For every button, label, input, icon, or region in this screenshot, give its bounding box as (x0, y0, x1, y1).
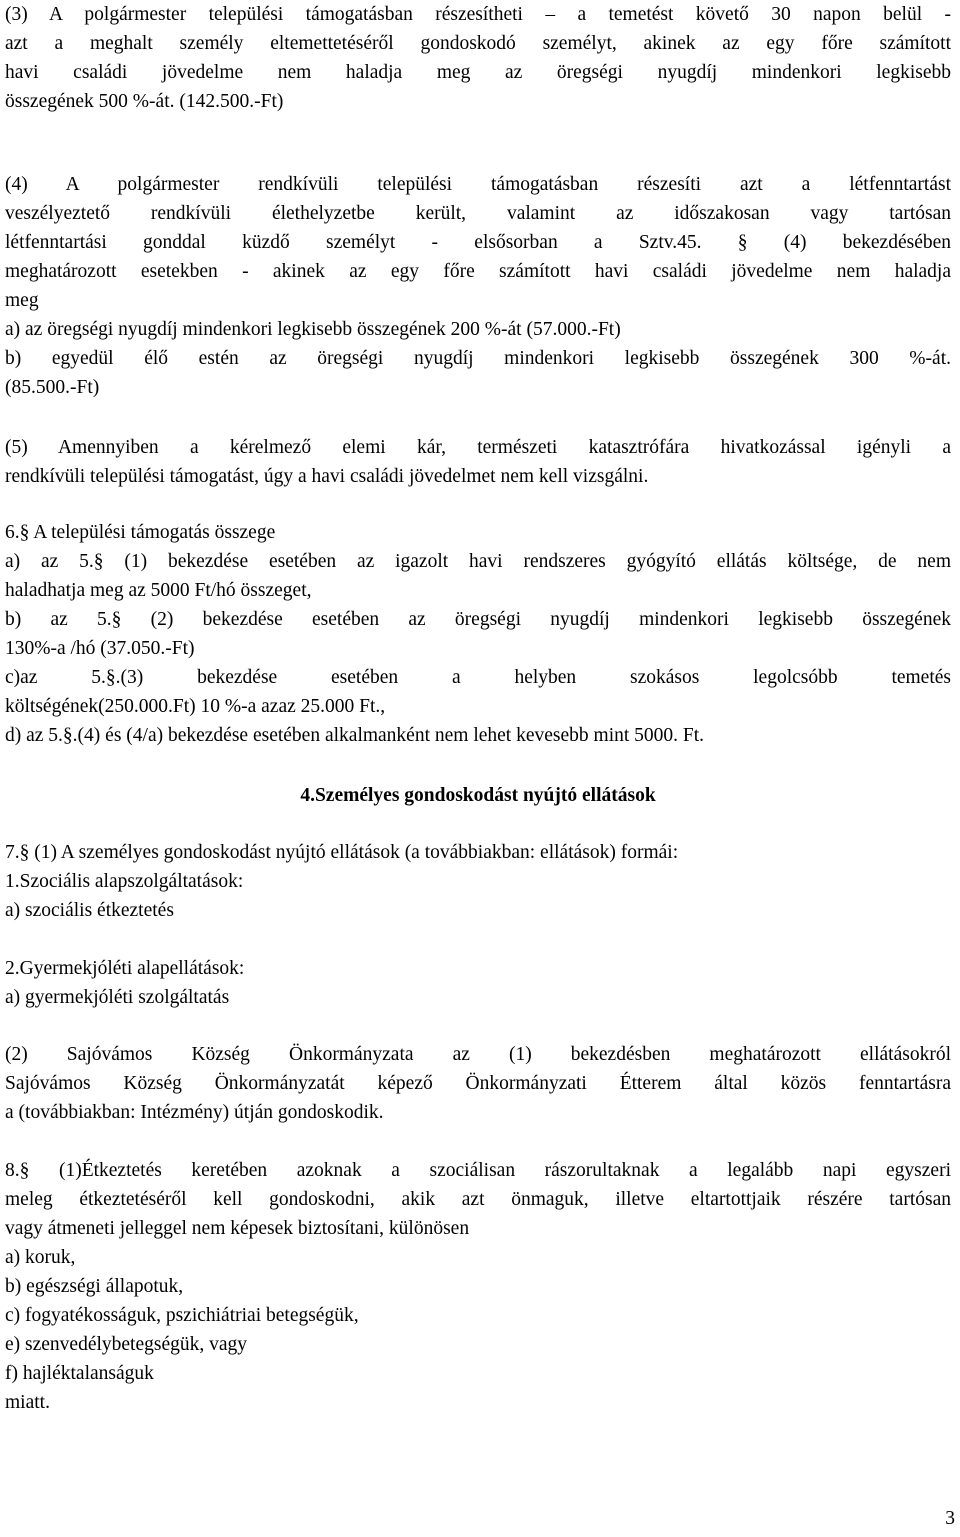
par7-line-4: 2.Gyermekjóléti alapellátások: (5, 958, 245, 979)
sec3-line-2: azt a meghalt személy eltemettetéséről gondoskodó személyt, akinek az egy főre számított (5, 33, 951, 54)
par8-line-3: vagy átmeneti jelleggel nem képesek biztosítani, különösen (5, 1218, 470, 1239)
par8-line-2: meleg étkeztetéséről kell gondoskodni, akik azt önmaguk, illetve eltartottjaik részére tartósan (5, 1189, 951, 1210)
par7-line-1 (5, 838, 951, 867)
par8-number: 8. (5, 1160, 20, 1181)
chapter-heading: 4.Személyes gondoskodást nyújtó ellátások (300, 785, 656, 806)
par7-number: 7. (5, 842, 20, 863)
sec4-line-3 (5, 228, 951, 257)
par6-item-c-line-2: költségének(250.000.Ft) 10 %-a azaz 25.000 Ft., (5, 696, 386, 717)
sec3-line-4: összegének 500 %-át. (142.500.-Ft) (5, 91, 284, 112)
sec4-item-a: a) az öregségi nyugdíj mindenkori legkisebb összegének 200 %-át (57.000.-Ft) (5, 319, 621, 340)
par6-number: 6. (5, 522, 20, 543)
par8-item-b: b) egészségi állapotuk, (5, 1276, 184, 1297)
sec4-line-3-text: létfenntartási gonddal küzdő személyt - elsősorban a Sztv.45. (5, 232, 702, 253)
par8-item-e: e) szenvedélybetegségük, vagy (5, 1334, 248, 1355)
section-sign: § (19, 1160, 30, 1181)
par7-line-5: a) gyermekjóléti szolgáltatás (5, 987, 230, 1008)
par7-2-line-1: (2) Sajóvámos Község Önkormányzata az (1) bekezdésben meghatározott ellátásokról (5, 1044, 951, 1065)
par8-line-1-text: (1)Étkeztetés keretében azoknak a szociálisan rászorultaknak a legalább napi egyszeri (58, 1160, 951, 1181)
par6-item-d: d) az 5.§.(4) és (4/a) bekezdése esetében alkalmanként nem lehet kevesebb mint 5000. Ft. (5, 725, 705, 746)
section-sign: § (737, 232, 748, 253)
par6-item-b-text: (2) bekezdése esetében az öregségi nyugdíj mindenkori legkisebb összegének (150, 609, 951, 630)
par7-2-line-3: a (továbbiakban: Intézmény) útján gondoskodik. (5, 1102, 384, 1123)
par6-item-a-line-2: haladhatja meg az 5000 Ft/hó összeget, (5, 580, 312, 601)
par7-line-2: 1.Szociális alapszolgáltatások: (5, 871, 244, 892)
sec4-line-4: meghatározott esetekben - akinek az egy főre számított havi családi jövedelme nem haladja (5, 261, 951, 282)
par7-line-1-text: (1) A személyes gondoskodást nyújtó ellátások (a továbbiakban: ellátások) formái: (34, 842, 679, 863)
sec4-line-5: meg (5, 290, 39, 311)
sec4-line-1: (4) A polgármester rendkívüli települési támogatásban részesíti azt a létfenntartást (5, 174, 951, 195)
par6-item-b-prefix: b) az 5. (5, 609, 112, 630)
par6-item-c-line-1: c)az 5.§.(3) bekezdése esetében a helyben szokásos legolcsóbb temetés (5, 667, 951, 688)
par6-title-text: A települési támogatás összege (33, 522, 276, 543)
par6-title (5, 518, 951, 547)
par8-item-a: a) koruk, (5, 1247, 76, 1268)
sec5-line-2: rendkívüli települési támogatást, úgy a havi családi jövedelmet nem kell vizsgálni. (5, 466, 649, 487)
page-number: 3 (945, 1508, 955, 1529)
section-sign: § (93, 551, 104, 572)
par7-2-line-2: Sajóvámos Község Önkormányzatát képező Önkormányzati Étterem által közös fenntartásra (5, 1073, 951, 1094)
sec4-item-b-line-1: b) egyedül élő estén az öregségi nyugdíj mindenkori legkisebb összegének 300 %-át. (5, 348, 951, 369)
section-sign: § (19, 522, 30, 543)
section-sign: § (19, 842, 30, 863)
sec3-line-1: (3) A polgármester települési támogatásban részesítheti – a temetést követő 30 napon belül - (5, 4, 951, 25)
par6-item-a-line-1 (5, 547, 951, 576)
sec4-item-b-line-2: (85.500.-Ft) (5, 377, 100, 398)
par6-item-b-line-1 (5, 605, 951, 634)
par6-item-b-line-2: 130%-a /hó (37.050.-Ft) (5, 638, 195, 659)
sec4-line-3-rest: (4) bekezdésében (783, 232, 952, 253)
section-sign: § (111, 609, 122, 630)
par6-item-a-prefix: a) az 5. (5, 551, 94, 572)
par8-end: miatt. (5, 1392, 50, 1413)
par6-item-a-text: (1) bekezdése esetében az igazolt havi rendszeres gyógyító ellátás költsége, de nem (124, 551, 951, 572)
par7-line-3: a) szociális étkeztetés (5, 900, 174, 921)
par8-line-1 (5, 1156, 951, 1185)
sec5-line-1: (5) Amennyiben a kérelmező elemi kár, természeti katasztrófára hivatkozással igényli a (5, 437, 951, 458)
par8-item-c: c) fogyatékosságuk, pszichiátriai betegségük, (5, 1305, 359, 1326)
par8-item-f: f) hajléktalanságuk (5, 1363, 154, 1384)
sec4-line-2: veszélyeztető rendkívüli élethelyzetbe került, valamint az időszakosan vagy tartósan (5, 203, 951, 224)
sec3-line-3: havi családi jövedelme nem haladja meg az öregségi nyugdíj mindenkori legkisebb (5, 62, 951, 83)
